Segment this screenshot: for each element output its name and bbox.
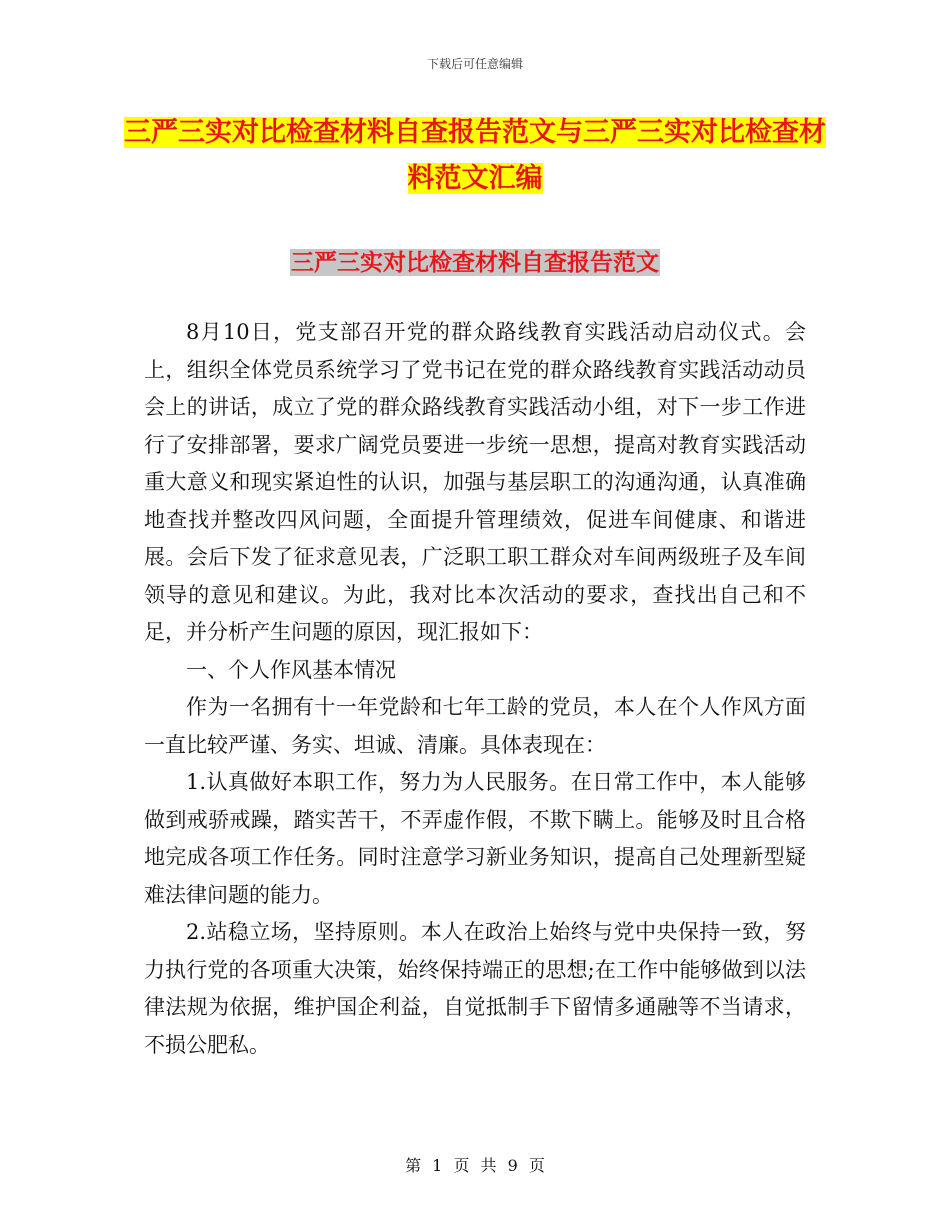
section-heading-1: 一、个人作风基本情况: [186, 657, 396, 682]
paragraph-intro: 8月10日，党支部召开党的群众路线教育实践活动启动仪式。会上，组织全体党员系统学习了党书记在党的群众路线教育实践活动动员会上的讲话，成立了党的群众路线教育实践活动小组，对下一步工作进行了安排部署，要求广阔党员要进一步统一思想，提高对教育实践活动重大意义和现实紧迫性的认识，加强与基层职工的沟通沟通，认真准确地查找并整改四风问题，全面提升管理绩效，促进车间健康、和谐进展。会后下发了征求意见表，广泛职工职工群众对车间两级班子及车间领导的意见和建议。为此，我对比本次活动的要求，查找出自己和不足，并分析产生问题的原因，现汇报如下：: [144, 320, 806, 644]
paragraph-item-1: 1.认真做好本职工作，努力为人民服务。在日常工作中，本人能够做到戒骄戒躁，踏实苦干，不弄虚作假，不欺下瞒上。能够及时且合格地完成各项工作任务。同时注意学习新业务知识，提高自己处理新型疑难法律问题的能力。: [144, 770, 806, 907]
page-footer: 第 1 页 共 9 页: [405, 1156, 545, 1175]
section-title-text: 三严三实对比检查材料自查报告范文: [291, 249, 659, 276]
paragraph-overview: 作为一名拥有十一年党龄和七年工龄的党员，本人在个人作风方面一直比较严谨、务实、坦诚、清廉。具体表现在：: [144, 695, 806, 757]
document-title: [120, 110, 830, 202]
document-body: [144, 314, 806, 1064]
page-header: 下载后可任意编辑: [426, 57, 523, 71]
paragraph-item-2: 2.站稳立场，坚持原则。本人在政治上始终与党中央保持一致，努力执行党的各项重大决策，始终保持端正的思想;在工作中能够做到以法律法规为依据，维护国企利益，自觉抵制手下留情多通融等不当请求，不损公肥私。: [144, 920, 806, 1057]
section-title: [0, 244, 950, 277]
document-title-text: 三严三实对比检查材料自查报告范文与三严三实对比检查材料范文汇编: [124, 117, 826, 194]
